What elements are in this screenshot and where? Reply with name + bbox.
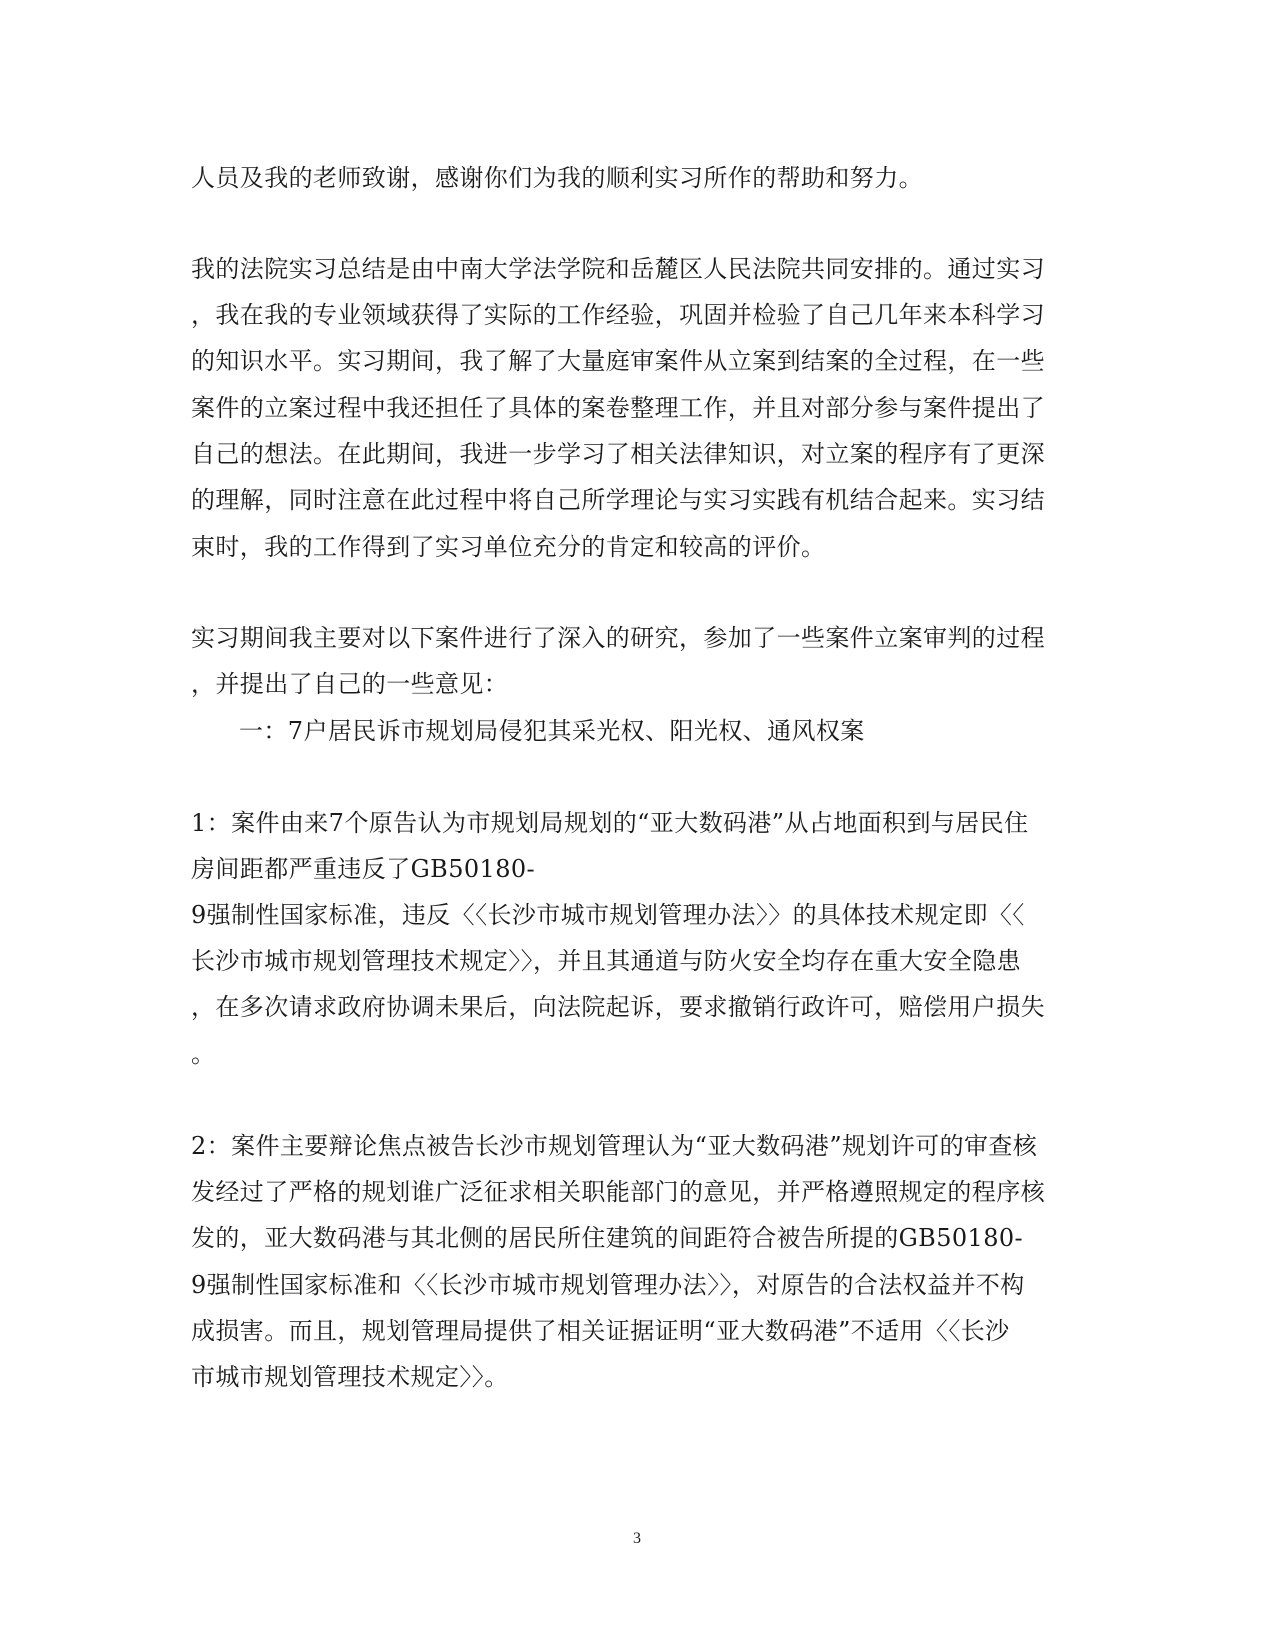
text-line: 发的，亚大数码港与其北侧的居民所住建筑的间距符合被告所提的GB50180- <box>191 1224 1024 1252</box>
text-line: 2：案件主要辩论焦点被告长沙市规划管理认为“亚大数码港”规划许可的审查核 <box>191 1132 1038 1160</box>
text-line: 自己的想法。在此期间，我进一步学习了相关法律知识，对立案的程序有了更深 <box>191 440 1045 468</box>
page-number: 3 <box>633 1530 641 1547</box>
text-line: 案件的立案过程中我还担任了具体的案卷整理工作，并且对部分参与案件提出了 <box>191 394 1045 422</box>
text-line: ，我在我的专业领域获得了实际的工作经验，巩固并检验了自己几年来本科学习 <box>191 301 1045 329</box>
text-line: ，并提出了自己的一些意见： <box>191 670 509 698</box>
text-line: 房间距都严重违反了GB50180- <box>191 855 536 883</box>
text-line: 9强制性国家标准，违反〈〈长沙市城市规划管理办法〉〉的具体技术规定即〈〈 <box>191 901 1025 929</box>
text-line: 的理解，同时注意在此过程中将自己所学理论与实习实践有机结合起来。实习结 <box>191 486 1045 514</box>
text-line: 1：案件由来7个原告认为市规划局规划的“亚大数码港”从占地面积到与居民住 <box>191 809 1029 837</box>
text-line: 成损害。而且，规划管理局提供了相关证据证明“亚大数码港”不适用〈〈长沙 <box>191 1317 1010 1345</box>
section-heading: 一：7户居民诉市规划局侵犯其采光权、阳光权、通风权案 <box>239 717 865 745</box>
text-line: 长沙市城市规划管理技术规定〉〉，并且其通道与防火安全均存在重大安全隐患 <box>191 947 1021 975</box>
text-line: 发经过了严格的规划谁广泛征求相关职能部门的意见，并严格遵照规定的程序核 <box>191 1178 1045 1206</box>
text-line: 实习期间我主要对以下案件进行了深入的研究，参加了一些案件立案审判的过程 <box>191 624 1045 652</box>
text-line: 市城市规划管理技术规定〉〉。 <box>191 1363 509 1391</box>
text-line: 9强制性国家标准和〈〈长沙市城市规划管理办法〉〉，对原告的合法权益并不构 <box>191 1271 1025 1299</box>
text-line: 。 <box>191 1040 216 1068</box>
text-line: 的知识水平。实习期间，我了解了大量庭审案件从立案到结案的全过程，在一些 <box>191 347 1045 375</box>
text-line: 人员及我的老师致谢，感谢你们为我的顺利实习所作的帮助和努力。 <box>191 164 923 192</box>
text-line: 束时，我的工作得到了实习单位充分的肯定和较高的评价。 <box>191 533 826 561</box>
text-line: ，在多次请求政府协调未果后，向法院起诉，要求撤销行政许可，赔偿用户损失 <box>191 993 1045 1021</box>
text-line: 我的法院实习总结是由中南大学法学院和岳麓区人民法院共同安排的。通过实习 <box>191 255 1045 283</box>
